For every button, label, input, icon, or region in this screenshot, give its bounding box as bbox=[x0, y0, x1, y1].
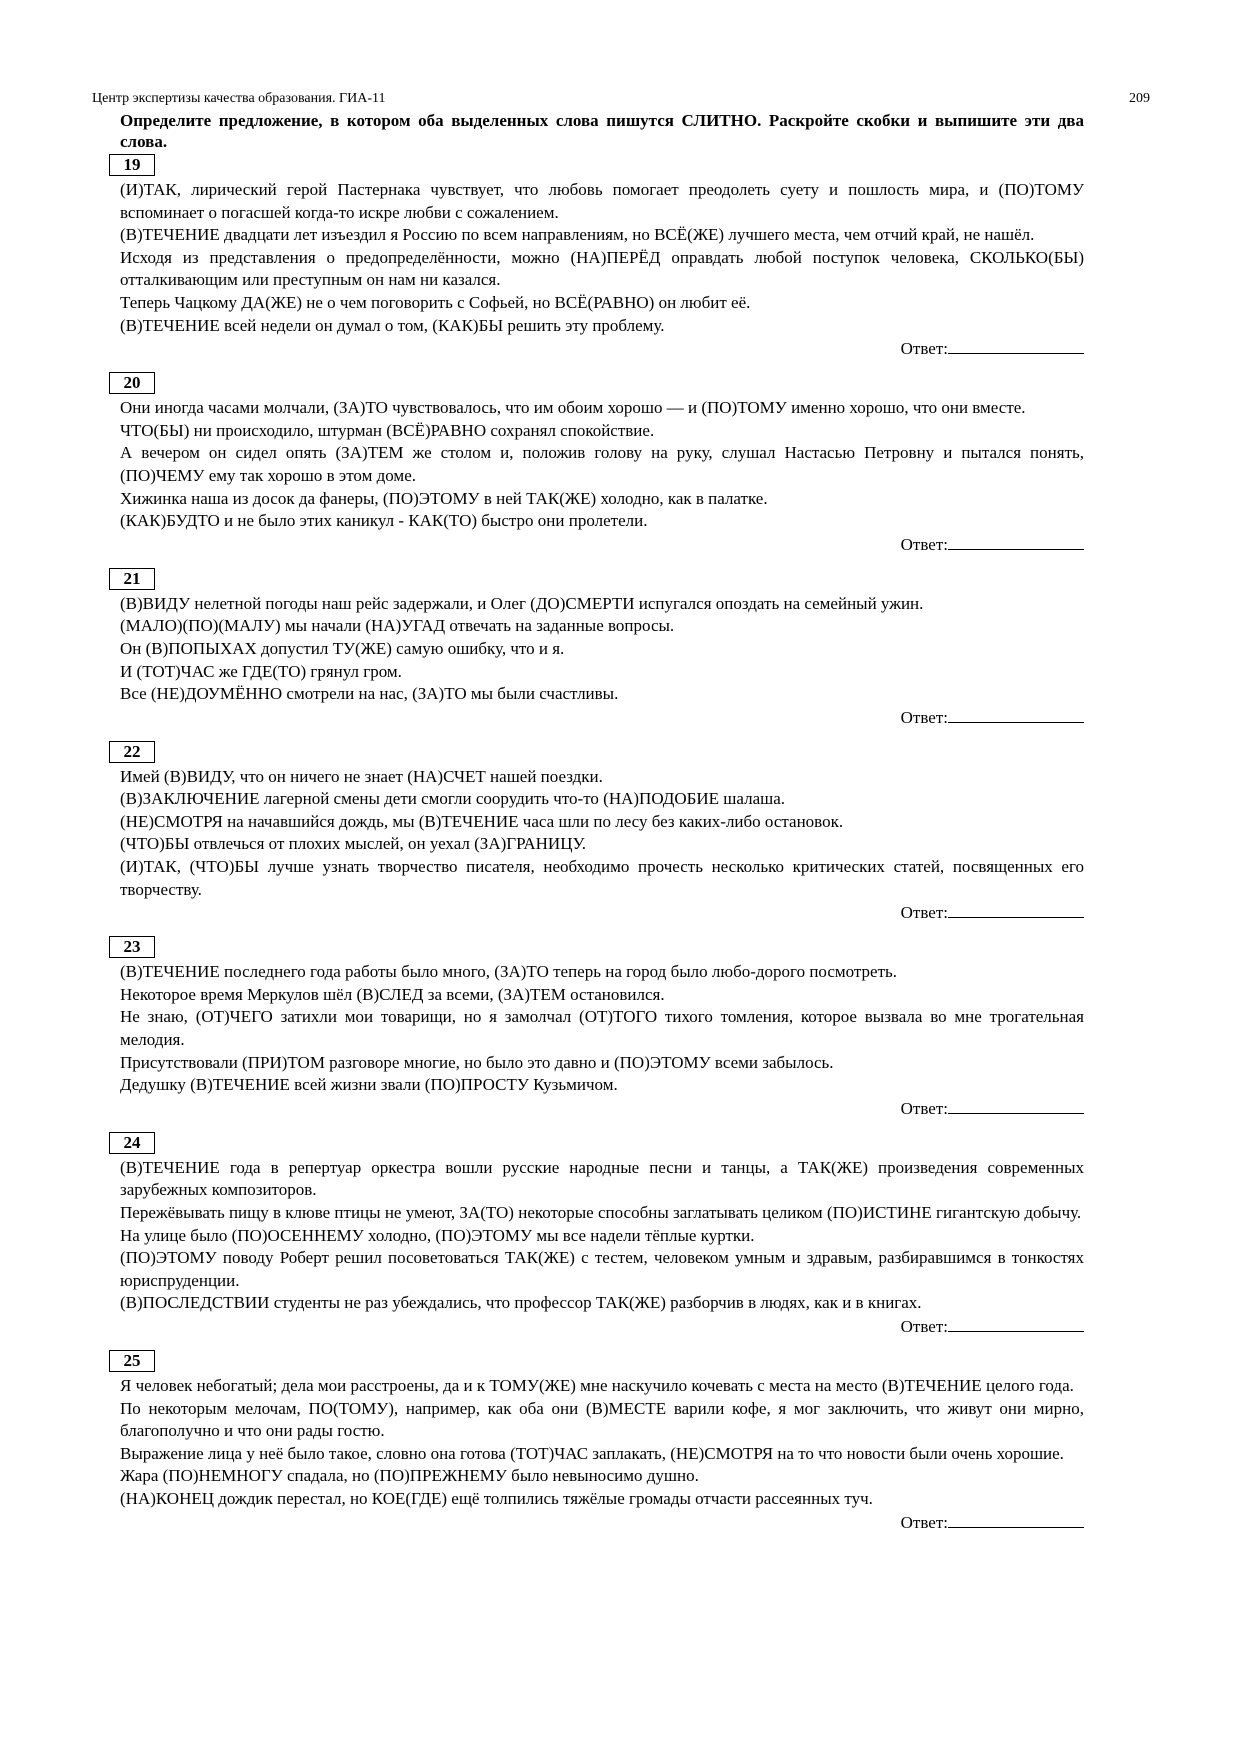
answer-row bbox=[120, 1315, 1084, 1337]
answer-label: Ответ: bbox=[900, 339, 948, 359]
sentence: На улице было (ПО)ОСЕННЕМУ холодно, (ПО)ЭТОМУ мы все надели тёплые куртки. bbox=[120, 1225, 755, 1245]
task-list bbox=[120, 154, 1084, 1533]
task-block bbox=[120, 568, 1084, 728]
answer-blank-line[interactable] bbox=[948, 706, 1084, 723]
task-instruction: Определите предложение, в котором оба выделенных слова пишутся СЛИТНО. Раскройте скобки и выпишите эти два слова. bbox=[120, 111, 1084, 151]
answer-field[interactable] bbox=[901, 901, 1084, 924]
sentence: Я человек небогатый; дела мои расстроены, да и к ТОМУ(ЖЕ) мне наскучило кочевать с места на место (В)ТЕЧЕНИЕ целого года. bbox=[120, 1375, 1074, 1395]
sentence: Выражение лица у неё было такое, словно она готова (ТОТ)ЧАС заплакать, (НЕ)СМОТРЯ на то что новости были очень хорошие. bbox=[120, 1443, 1064, 1463]
answer-row bbox=[120, 1097, 1084, 1119]
sentence: (ПО)ЭТОМУ поводу Роберт решил посоветоваться ТАК(ЖЕ) с тестем, человеком умным и здравым, разбиравшимся в тонкостях юриспруденции. bbox=[120, 1248, 1084, 1290]
sentence: (МАЛО)(ПО)(МАЛУ) мы начали (НА)УГАД отвечать на заданные вопросы. bbox=[120, 616, 675, 636]
task-block bbox=[120, 1350, 1084, 1533]
answer-label: Ответ: bbox=[900, 1316, 948, 1336]
sentence-list bbox=[120, 1375, 1084, 1511]
task-number-box: 23 bbox=[109, 936, 155, 958]
answer-blank-line[interactable] bbox=[948, 901, 1084, 918]
answer-row bbox=[120, 706, 1084, 728]
sentence: (В)ВИДУ нелетной погоды наш рейс задержали, и Олег (ДО)СМЕРТИ испугался опоздать на семейный ужин. bbox=[120, 593, 924, 613]
answer-field[interactable] bbox=[901, 1097, 1084, 1120]
sentence: (ЧТО)БЫ отвлечься от плохих мыслей, он уехал (ЗА)ГРАНИЦУ. bbox=[120, 834, 586, 854]
sentence: Пережёвывать пищу в клюве птицы не умеют, ЗА(ТО) некоторые способны заглатывать целиком (ПО)ИСТИНЕ гигантскую добычу. bbox=[120, 1203, 1082, 1222]
task-number-box: 24 bbox=[109, 1132, 155, 1154]
answer-label: Ответ: bbox=[900, 1098, 948, 1118]
sentence: И (ТОТ)ЧАС же ГДЕ(ТО) грянул гром. bbox=[120, 661, 402, 681]
answer-field[interactable] bbox=[901, 533, 1084, 556]
sentence: (В)ЗАКЛЮЧЕНИЕ лагерной смены дети смогли соорудить что-то (НА)ПОДОБИЕ шалаша. bbox=[120, 789, 786, 809]
sentence: Они иногда часами молчали, (ЗА)ТО чувствовалось, что им обоим хорошо — и (ПО)ТОМУ именно хорошо, что они вместе. bbox=[120, 398, 1026, 418]
answer-field[interactable] bbox=[901, 337, 1084, 360]
answer-field[interactable] bbox=[901, 706, 1084, 729]
answer-label: Ответ: bbox=[900, 1512, 948, 1532]
answer-row bbox=[120, 901, 1084, 923]
page-number: 209 bbox=[1129, 91, 1150, 106]
header-title: Центр экспертизы качества образования. ГИА-11 bbox=[92, 91, 386, 106]
sentence: (В)ТЕЧЕНИЕ всей недели он думал о том, (КАК)БЫ решить эту проблему. bbox=[120, 315, 665, 335]
answer-blank-line[interactable] bbox=[948, 533, 1084, 550]
task-block bbox=[120, 154, 1084, 359]
task-number-box: 22 bbox=[109, 741, 155, 763]
sentence: Исходя из представления о предопределённости, можно (НА)ПЕРЁД оправдать любой поступок человека, СКОЛЬКО(БЫ) отталкивающим или преступным он нам ни казался. bbox=[120, 247, 1084, 290]
sentence: Теперь Чацкому ДА(ЖЕ) не о чем поговорить с Софьей, но ВСЁ(РАВНО) он любит её. bbox=[120, 292, 751, 312]
sentence: А вечером он сидел опять (ЗА)ТЕМ же столом и, положив голову на руку, слушал Настасью Петровну и пытался понять, (ПО)ЧЕМУ ему так хорошо в этом доме. bbox=[120, 443, 1084, 485]
sentence: (И)ТАК, лирический герой Пастернака чувствует, что любовь помогает преодолеть суету и пошлость мира, и (ПО)ТОМУ вспоминает о погасшей когда-то искре любви с сожалением. bbox=[120, 180, 1084, 222]
sentence-list bbox=[120, 766, 1084, 902]
answer-label: Ответ: bbox=[900, 903, 948, 923]
sentence: ЧТО(БЫ) ни происходило, штурман (ВСЁ)РАВНО сохранял спокойствие. bbox=[120, 420, 655, 440]
task-number-box: 21 bbox=[109, 568, 155, 590]
task-block bbox=[120, 1132, 1084, 1337]
sentence: Хижинка наша из досок да фанеры, (ПО)ЭТОМУ в ней ТАК(ЖЕ) холодно, как в палатке. bbox=[120, 488, 768, 508]
sentence: Некоторое время Меркулов шёл (В)СЛЕД за всеми, (ЗА)ТЕМ остановился. bbox=[120, 984, 665, 1004]
answer-label: Ответ: bbox=[900, 534, 948, 554]
sentence: (В)ТЕЧЕНИЕ года в репертуар оркестра вошли русские народные песни и танцы, а ТАК(ЖЕ) произведения современных зарубежных композиторов. bbox=[120, 1157, 1084, 1200]
sentence-list bbox=[120, 397, 1084, 533]
sentence: Имей (В)ВИДУ, что он ничего не знает (НА)СЧЕТ нашей поездки. bbox=[120, 766, 603, 786]
sentence-list bbox=[120, 593, 1084, 706]
sentence: По некоторым мелочам, ПО(ТОМУ), например, как оба они (В)МЕСТЕ варили кофе, я мог заключить, что живут они мирно, благополучно и что они рады гостю. bbox=[120, 1398, 1084, 1441]
sentence: Жара (ПО)НЕМНОГУ спадала, но (ПО)ПРЕЖНЕМУ было невыносимо душно. bbox=[120, 1466, 699, 1486]
sentence: (КАК)БУДТО и не было этих каникул - КАК(ТО) быстро они пролетели. bbox=[120, 511, 648, 531]
answer-label: Ответ: bbox=[900, 707, 948, 727]
sentence-list bbox=[120, 1157, 1084, 1315]
task-block bbox=[120, 372, 1084, 555]
answer-row bbox=[120, 337, 1084, 359]
answer-field[interactable] bbox=[901, 1315, 1084, 1338]
task-block bbox=[120, 741, 1084, 924]
sentence: (И)ТАК, (ЧТО)БЫ лучше узнать творчество писателя, необходимо прочесть несколько критических статей, посвященных его творчеству. bbox=[120, 857, 1084, 899]
answer-blank-line[interactable] bbox=[948, 1097, 1084, 1114]
answer-row bbox=[120, 533, 1084, 555]
sentence: Все (НЕ)ДОУМЁННО смотрели на нас, (ЗА)ТО мы были счастливы. bbox=[120, 684, 619, 704]
sentence-list bbox=[120, 179, 1084, 337]
sentence: (В)ТЕЧЕНИЕ последнего года работы было много, (ЗА)ТО теперь на город было любо-дорого посмотреть. bbox=[120, 962, 898, 982]
task-number-box: 25 bbox=[109, 1350, 155, 1372]
sentence: (В)ТЕЧЕНИЕ двадцати лет изъездил я Россию по всем направлениям, но ВСЁ(ЖЕ) лучшего места, чем отчий край, не нашёл. bbox=[120, 225, 1035, 245]
answer-row bbox=[120, 1511, 1084, 1533]
sentence: (НЕ)СМОТРЯ на начавшийся дождь, мы (В)ТЕЧЕНИЕ часа шли по лесу без каких-либо остановок. bbox=[120, 811, 844, 831]
sentence: Не знаю, (ОТ)ЧЕГО затихли мои товарищи, но я замолчал (ОТ)ТОГО тихого томления, которое вызвала во мне трогательная мелодия. bbox=[120, 1007, 1084, 1050]
answer-blank-line[interactable] bbox=[948, 1511, 1084, 1528]
task-number-box: 20 bbox=[109, 372, 155, 394]
sentence: Дедушку (В)ТЕЧЕНИЕ всей жизни звали (ПО)ПРОСТУ Кузьмичом. bbox=[120, 1075, 618, 1095]
sentence: (НА)КОНЕЦ дождик перестал, но КОЕ(ГДЕ) ещё толпились тяжёлые громады отчасти рассеянных туч. bbox=[120, 1488, 873, 1508]
sentence: Он (В)ПОПЫХАХ допустил ТУ(ЖЕ) самую ошибку, что и я. bbox=[120, 638, 565, 658]
task-block bbox=[120, 936, 1084, 1119]
sentence: Присутствовали (ПРИ)ТОМ разговоре многие, но было это давно и (ПО)ЭТОМУ всеми забылось. bbox=[120, 1052, 834, 1072]
answer-blank-line[interactable] bbox=[948, 1315, 1084, 1332]
sentence-list bbox=[120, 961, 1084, 1097]
sentence: (В)ПОСЛЕДСТВИИ студенты не раз убеждались, что профессор ТАК(ЖЕ) разборчив в людях, как и в книгах. bbox=[120, 1293, 922, 1313]
page-header bbox=[92, 89, 1150, 109]
answer-blank-line[interactable] bbox=[948, 337, 1084, 354]
answer-field[interactable] bbox=[901, 1511, 1084, 1534]
task-number-box: 19 bbox=[109, 154, 155, 176]
